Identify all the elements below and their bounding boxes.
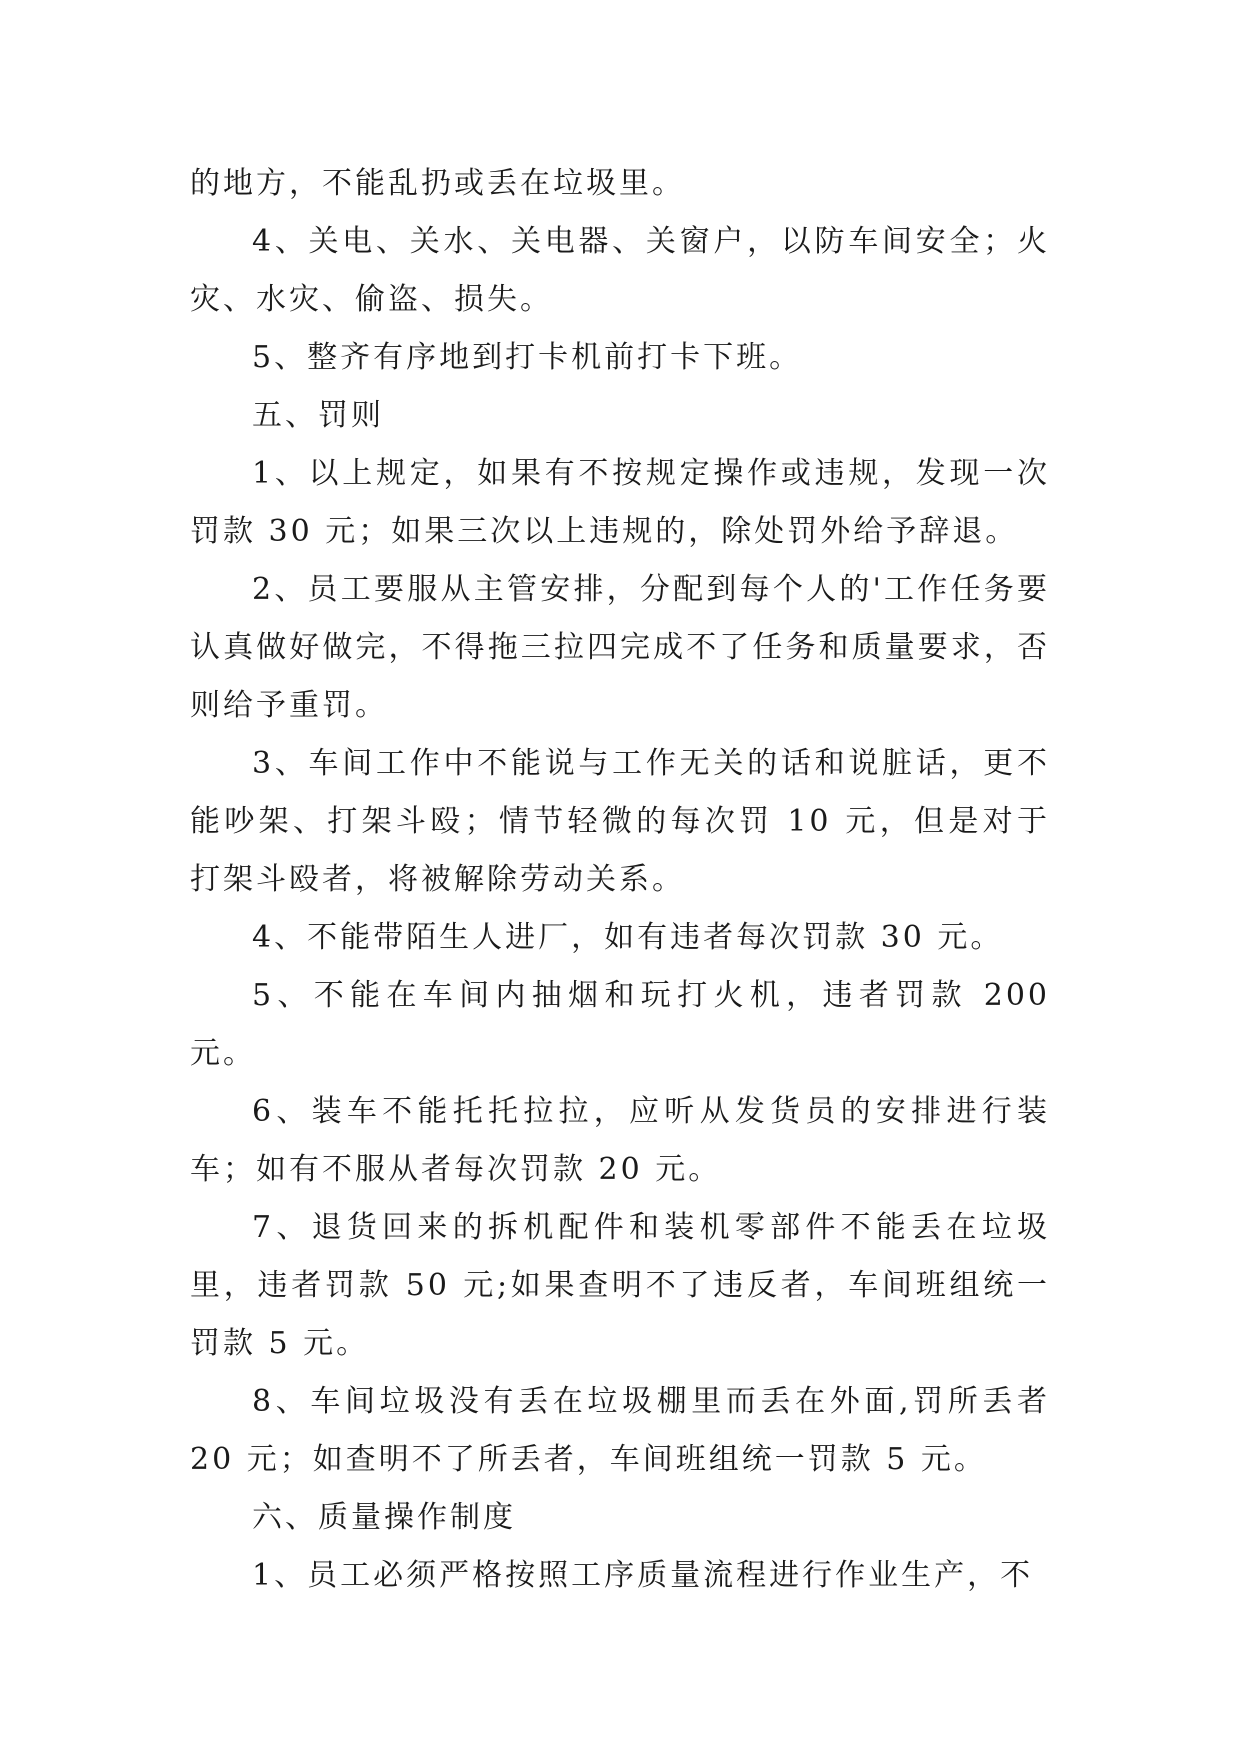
section-heading-quality: 六、质量操作制度 xyxy=(252,1500,516,1535)
paragraph-5: 2、员工要服从主管安排，分配到每个人的'工作任务要认真做好做完，不得拖三拉四完成不了任务和质量要求，否则给予重罚。 xyxy=(190,572,1050,723)
paragraph-0: 的地方，不能乱扔或丢在垃圾里。 xyxy=(190,166,685,201)
paragraph-7: 4、不能带陌生人进厂，如有违者每次罚款 30 元。 xyxy=(252,920,1004,955)
paragraph-13: 1、员工必须严格按照工序质量流程进行作业生产，不 xyxy=(252,1558,1034,1593)
paragraph-8: 5、不能在车间内抽烟和玩打火机，违者罚款 200 元。 xyxy=(190,978,1050,1071)
document-body xyxy=(190,155,1050,1605)
paragraph-9: 6、装车不能托托拉拉，应听从发货员的安排进行装车；如有不服从者每次罚款 20 元。 xyxy=(190,1094,1050,1187)
section-heading-penalties: 五、罚则 xyxy=(252,398,384,433)
paragraph-4: 1、以上规定，如果有不按规定操作或违规，发现一次罚款 30 元；如果三次以上违规的，除处罚外给予辞退。 xyxy=(190,456,1050,549)
paragraph-2: 5、整齐有序地到打卡机前打卡下班。 xyxy=(252,340,803,375)
paragraph-6: 3、车间工作中不能说与工作无关的话和说脏话，更不能吵架、打架斗殴；情节轻微的每次罚 10 元，但是对于打架斗殴者，将被解除劳动关系。 xyxy=(190,746,1050,897)
paragraph-11: 8、车间垃圾没有丢在垃圾棚里而丢在外面,罚所丢者 20 元；如查明不了所丢者，车间班组统一罚款 5 元。 xyxy=(190,1384,1050,1477)
paragraph-10: 7、退货回来的拆机配件和装机零部件不能丢在垃圾里，违者罚款 50 元;如果查明不了违反者，车间班组统一罚款 5 元。 xyxy=(190,1210,1050,1361)
paragraph-1: 4、关电、关水、关电器、关窗户，以防车间安全；火灾、水灾、偷盗、损失。 xyxy=(190,224,1050,317)
